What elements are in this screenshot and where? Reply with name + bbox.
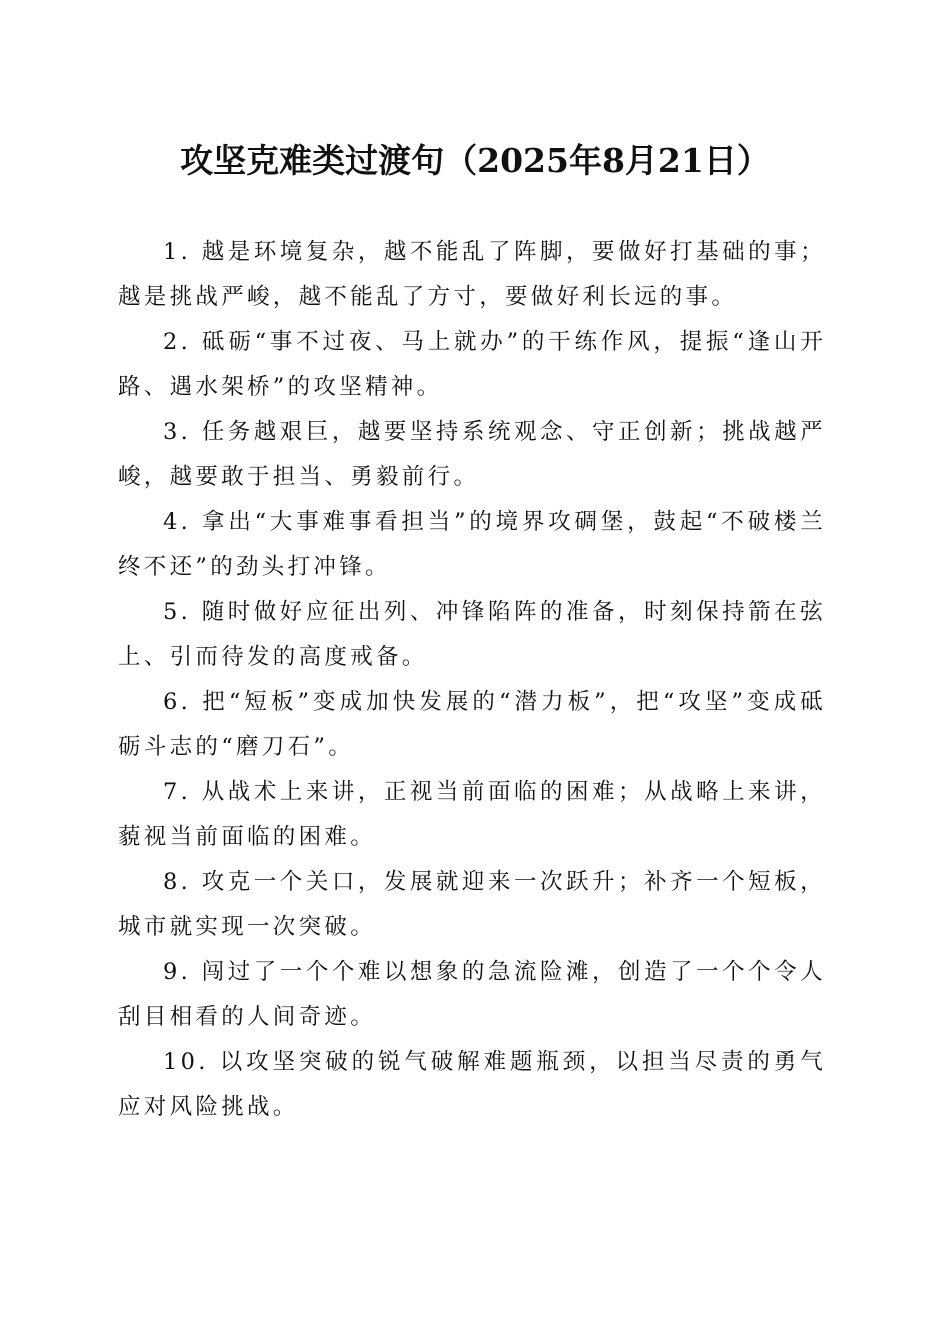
paragraph-2: 2. 砥砺“事不过夜、马上就办”的干练作风，提振“逢山开路、遇水架桥”的攻坚精神。 (118, 329, 826, 400)
paragraph-8: 8. 攻克一个关口，发展就迎来一次跃升；补齐一个短板，城市就实现一次突破。 (118, 869, 826, 940)
paragraph-7: 7. 从战术上来讲，正视当前面临的困难；从战略上来讲，藐视当前面临的困难。 (118, 779, 826, 850)
paragraph-9: 9. 闯过了一个个难以想象的急流险滩，创造了一个个令人刮目相看的人间奇迹。 (118, 959, 826, 1030)
paragraph-1: 1. 越是环境复杂，越不能乱了阵脚，要做好打基础的事；越是挑战严峻，越不能乱了方寸，要做好利长远的事。 (118, 239, 826, 310)
paragraph-10: 10. 以攻坚突破的锐气破解难题瓶颈，以担当尽责的勇气应对风险挑战。 (118, 1049, 826, 1120)
paragraph-5: 5. 随时做好应征出列、冲锋陷阵的准备，时刻保持箭在弦上、引而待发的高度戒备。 (118, 599, 826, 670)
paragraph-6: 6. 把“短板”变成加快发展的“潜力板”，把“攻坚”变成砥砺斗志的“磨刀石”。 (118, 689, 826, 760)
document-body (118, 230, 826, 1130)
paragraph-3: 3. 任务越艰巨，越要坚持系统观念、守正创新；挑战越严峻，越要敢于担当、勇毅前行。 (118, 419, 826, 490)
document-title: 攻坚克难类过渡句（2025年8月21日） (180, 141, 770, 180)
paragraph-4: 4. 拿出“大事难事看担当”的境界攻碉堡，鼓起“不破楼兰终不还”的劲头打冲锋。 (118, 509, 826, 580)
